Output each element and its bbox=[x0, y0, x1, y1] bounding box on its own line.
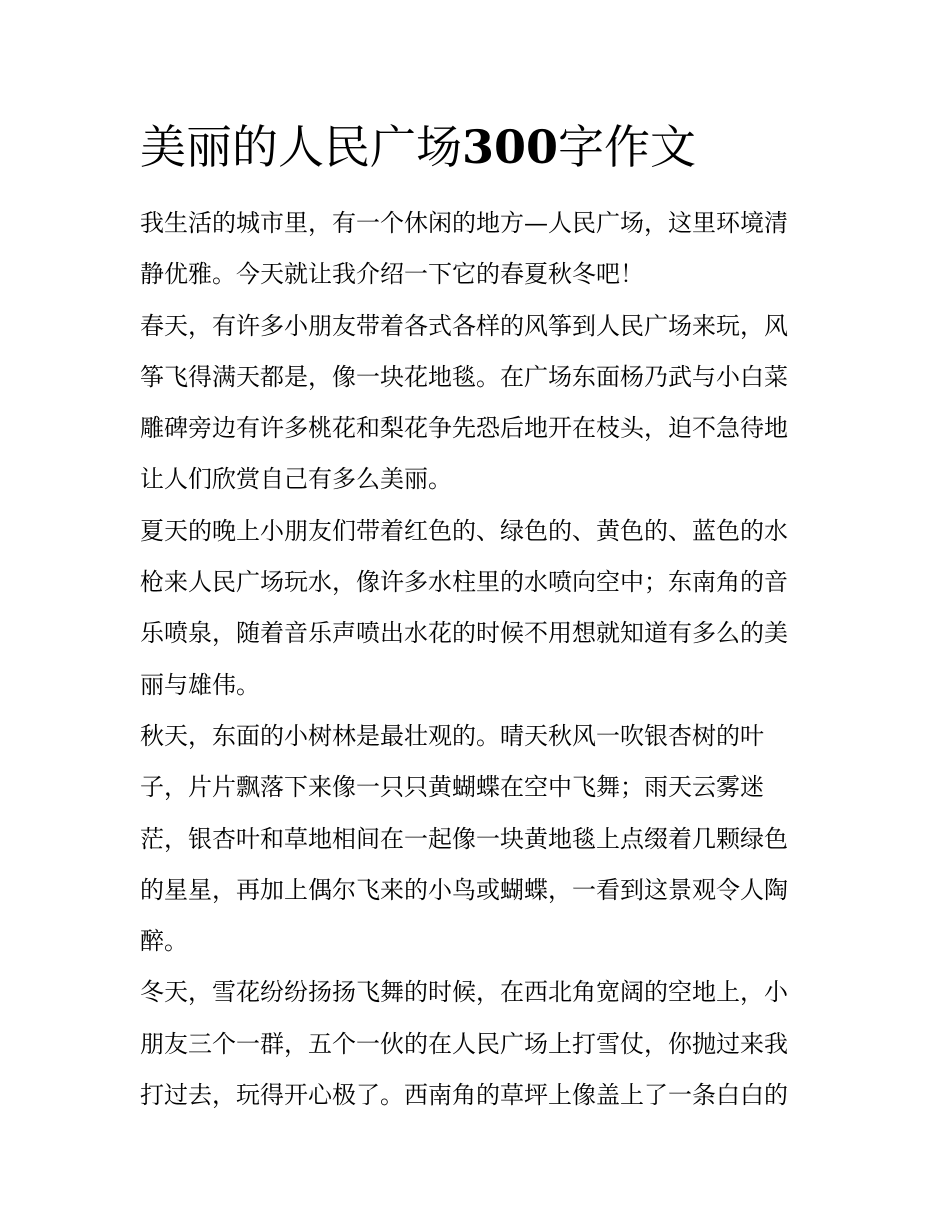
text-line: 醉。 bbox=[140, 927, 188, 956]
text-line: 夏天的晚上小朋友们带着红色的、绿色的、黄色的、蓝色的水 bbox=[140, 516, 788, 545]
text-line: 我生活的城市里，有一个休闲的地方—人民广场，这里环境清 bbox=[140, 209, 788, 237]
text-line: 丽与雄伟。 bbox=[140, 670, 260, 699]
text-line: 静优雅。今天就让我介绍一下它的春夏秋冬吧！ bbox=[140, 260, 644, 289]
paragraph-intro bbox=[140, 198, 820, 301]
text-line: 让人们欣赏自己有多么美丽。 bbox=[140, 465, 452, 494]
title-suffix: 字作文 bbox=[558, 120, 697, 174]
text-line: 秋天，东面的小树林是最壮观的。晴天秋风一吹银杏树的叶 bbox=[140, 721, 764, 750]
essay-body bbox=[140, 198, 820, 1121]
paragraph-summer bbox=[140, 506, 820, 711]
title-prefix: 美丽的人民广场 bbox=[140, 120, 462, 174]
text-line: 春天，有许多小朋友带着各式各样的风筝到人民广场来玩，风 bbox=[140, 311, 788, 340]
text-line: 乐喷泉，随着音乐声喷出水花的时候不用想就知道有多么的美 bbox=[140, 619, 788, 648]
text-line: 雕碑旁边有许多桃花和梨花争先恐后地开在枝头，迫不急待地 bbox=[140, 414, 788, 443]
text-line: 子，片片飘落下来像一只只黄蝴蝶在空中飞舞；雨天云雾迷 bbox=[140, 773, 764, 802]
text-line: 朋友三个一群，五个一伙的在人民广场上打雪仗，你抛过来我 bbox=[140, 1029, 788, 1058]
text-line: 冬天，雪花纷纷扬扬飞舞的时候，在西北角宽阔的空地上，小 bbox=[140, 978, 788, 1007]
text-line: 茫，银杏叶和草地相间在一起像一块黄地毯上点缀着几颗绿色 bbox=[140, 824, 788, 853]
text-line: 打过去，玩得开心极了。西南角的草坪上像盖上了一条白白的 bbox=[140, 1081, 788, 1110]
text-line: 枪来人民广场玩水，像许多水柱里的水喷向空中；东南角的音 bbox=[140, 568, 788, 597]
paragraph-winter bbox=[140, 967, 820, 1121]
paragraph-autumn bbox=[140, 711, 820, 967]
text-line: 的星星，再加上偶尔飞来的小鸟或蝴蝶，一看到这景观令人陶 bbox=[140, 875, 788, 904]
text-line: 筝飞得满天都是，像一块花地毯。在广场东面杨乃武与小白菜 bbox=[140, 362, 788, 391]
paragraph-spring bbox=[140, 301, 820, 506]
title-number: 300 bbox=[462, 120, 559, 174]
page-title bbox=[140, 117, 696, 177]
